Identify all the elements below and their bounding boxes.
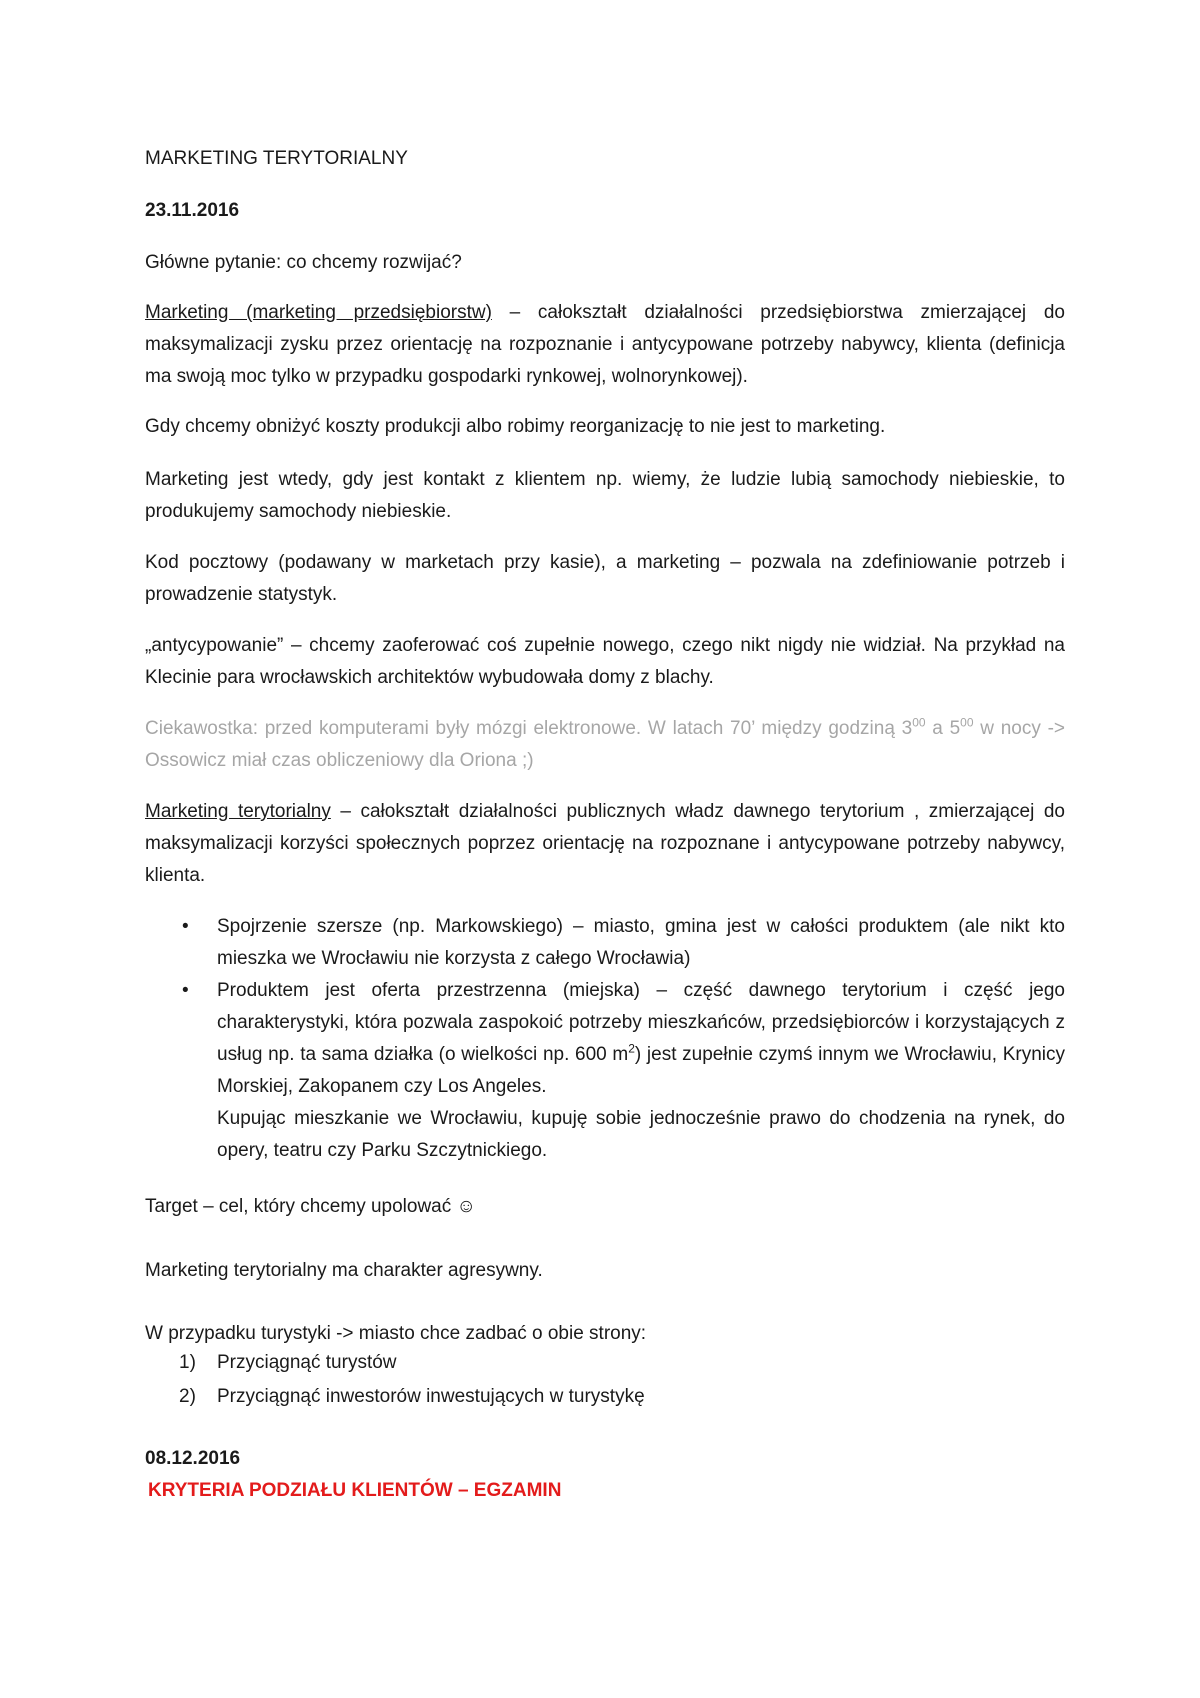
bullet-2-text-b: ) jest zupełnie czymś innym we Wrocławiu, Krynicy Morskiej, Zakopanem czy Los Angeles. (217, 1044, 1065, 1097)
bullet-text-2 (217, 975, 1065, 1167)
curiosity-sup-1: 00 (912, 715, 926, 730)
doc-title: MARKETING TERYTORIALNY (145, 148, 408, 169)
paragraph-curiosity (145, 713, 1065, 777)
definition-marketing: – całokształt działalności przedsiębiorstwa zmierzającej do maksymalizacji zysku przez orientację na rozpoznanie i antycypowane potrzeby nabywcy, klienta (definicja ma swoją moc tylko w przypadku gospodarki rynkowej, wolnorynkowej). (145, 302, 1065, 387)
list-number-1: 1) (179, 1352, 196, 1373)
paragraph-contact: Marketing jest wtedy, gdy jest kontakt z klientem np. wiemy, że ludzie lubią samochody niebieskie, to produkujemy samochody niebieskie. (145, 469, 1065, 522)
paragraph-aggressive: Marketing terytorialny ma charakter agresywny. (145, 1260, 543, 1281)
paragraph-tourism: W przypadku turystyki -> miasto chce zadbać o obie strony: (145, 1323, 647, 1344)
target-text: Target – cel, który chcemy upolować (145, 1196, 452, 1217)
paragraph-marketing-definition (145, 297, 1065, 393)
date-heading-1: 23.11.2016 (145, 200, 240, 221)
term-marketing: Marketing (marketing przedsiębiorstw) (145, 302, 492, 323)
bullet-marker: • (182, 980, 189, 1001)
bullet-2-text-c: Kupując mieszkanie we Wrocławiu, kupuję sobie jednocześnie prawo do chodzenia na rynek, do opery, teatru czy Parku Szczytnickiego. (217, 1108, 1065, 1161)
curiosity-text-2: a 5 (925, 718, 961, 739)
bullet-marker: • (182, 916, 189, 937)
date-heading-2: 08.12.2016 (145, 1448, 241, 1469)
paragraph-target (145, 1196, 476, 1218)
term-territorial-marketing: Marketing terytorialny (145, 801, 331, 822)
bullet-2-sup: 2 (628, 1041, 635, 1056)
list-number-2: 2) (179, 1386, 196, 1407)
paragraph-postcode: Kod pocztowy (podawany w marketach przy kasie), a marketing – pozwala na zdefiniowanie potrzeb i prowadzenie statystyk. (145, 552, 1065, 605)
paragraph-territorial-definition (145, 796, 1065, 892)
bullet-2-text-a: Produktem jest oferta przestrzenna (miejska) – część dawnego terytorium i część jego charakterystyki, która pozwala zaspokoić potrzeby mieszkańców, przedsiębiorców i korzystających z usług np. ta sama działka (o wielkości np. 600 m (217, 980, 1065, 1065)
exam-heading: KRYTERIA PODZIAŁU KLIENTÓW – EGZAMIN (148, 1480, 562, 1501)
list-text-2: Przyciągnąć inwestorów inwestujących w turystykę (217, 1386, 645, 1407)
paragraph-anticipation: „antycypowanie” – chcemy zaoferować coś zupełnie nowego, czego nikt nigdy nie widział. Na przykład na Klecinie para wrocławskich architektów wybudowała domy z blachy. (145, 635, 1065, 688)
paragraph-costs: Gdy chcemy obniżyć koszty produkcji albo robimy reorganizację to nie jest to marketing. (145, 416, 886, 437)
definition-territorial-marketing: – całokształt działalności publicznych władz dawnego terytorium , zmierzającej do maksymalizacji korzyści społecznych poprzez orientację na rozpoznane i antycypowane potrzeby nabywcy, klienta. (145, 801, 1065, 886)
curiosity-text-1: Ciekawostka: przed komputerami były mózgi elektronowe. W latach 70’ między godziną 3 (145, 718, 913, 739)
list-text-1: Przyciągnąć turystów (217, 1352, 397, 1373)
curiosity-sup-2: 00 (960, 715, 974, 730)
curiosity-text-3: w nocy -> Ossowicz miał czas obliczeniowy dla Oriona ;) (145, 718, 1065, 771)
main-question: Główne pytanie: co chcemy rozwijać? (145, 252, 462, 273)
bullet-text-1: Spojrzenie szersze (np. Markowskiego) – miasto, gmina jest w całości produktem (ale nikt kto mieszka we Wrocławiu nie korzysta z całego Wrocławia) (217, 916, 1065, 969)
smiley-icon: ☺ (456, 1196, 476, 1217)
